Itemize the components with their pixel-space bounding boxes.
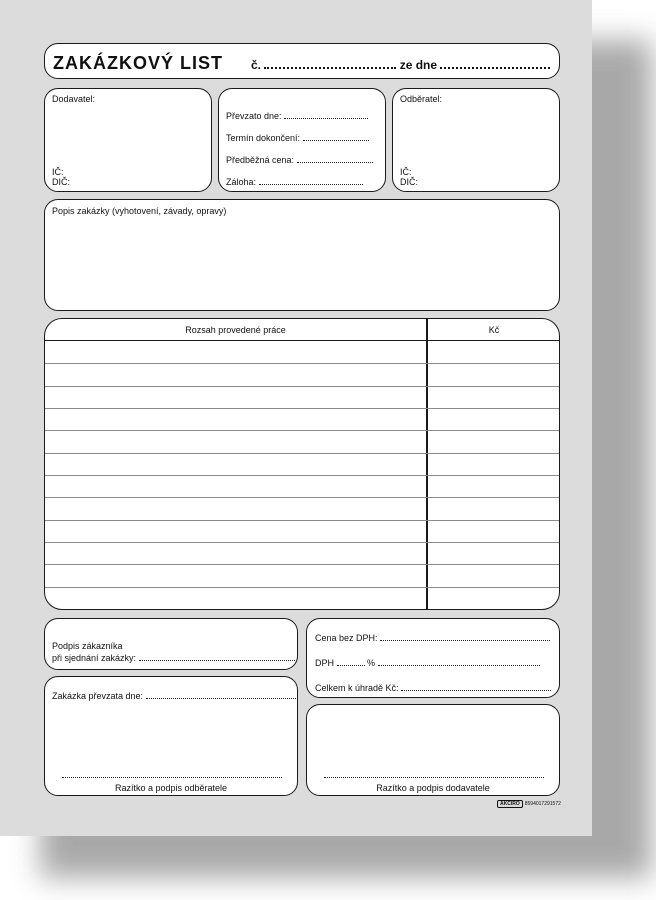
estimate-label: Předběžná cena:	[226, 155, 295, 165]
deposit-label: Záloha:	[226, 177, 257, 187]
brand-logo: AKCIRO	[497, 800, 523, 808]
vat-rate-field[interactable]	[337, 657, 365, 666]
table-row[interactable]	[45, 520, 559, 521]
table-row[interactable]	[45, 564, 559, 565]
handover-date-field[interactable]	[146, 690, 298, 699]
table-row[interactable]	[45, 542, 559, 543]
header-box	[44, 43, 560, 79]
table-row[interactable]	[45, 363, 559, 364]
table-row[interactable]	[45, 386, 559, 387]
description-label: Popis zakázky (vyhotovení, závady, opravy)	[52, 206, 227, 216]
table-row[interactable]	[45, 408, 559, 409]
table-row[interactable]	[45, 475, 559, 476]
supplier-stamp-box[interactable]	[306, 704, 560, 796]
handover-date-label: Zakázka převzata dne:	[52, 691, 144, 701]
supplier-stamp-line[interactable]	[324, 777, 544, 778]
form-title: ZAKÁZKOVÝ LIST	[53, 53, 223, 73]
supplier-stamp-label: Razítko a podpis dodavatele	[376, 783, 490, 793]
customer-stamp-line[interactable]	[62, 777, 282, 778]
table-row[interactable]	[45, 430, 559, 431]
customer-dic-label: DIČ:	[400, 177, 418, 187]
customer-signature-box[interactable]	[44, 618, 298, 670]
vat-label: DPH	[315, 658, 335, 668]
customer-signature-label-2: při sjednání zakázky:	[52, 653, 137, 663]
supplier-box[interactable]	[44, 88, 212, 192]
vat-amount-field[interactable]	[378, 657, 540, 666]
customer-signature-line[interactable]	[52, 652, 295, 664]
table-row[interactable]	[45, 453, 559, 454]
column-header-work: Rozsah provedené práce	[185, 325, 286, 335]
price-without-vat-label: Cena bez DPH:	[315, 633, 378, 643]
order-number-field[interactable]	[264, 58, 396, 69]
received-date-line[interactable]	[226, 110, 368, 122]
deadline-line[interactable]	[226, 132, 369, 144]
order-number-label: č.	[251, 58, 262, 72]
order-info-box	[218, 88, 386, 192]
footer-code	[497, 800, 561, 808]
customer-box[interactable]	[392, 88, 560, 192]
order-date-label: ze dne	[399, 58, 438, 72]
estimate-line[interactable]	[226, 154, 373, 166]
column-header-price: Kč	[488, 325, 500, 335]
customer-label: Odběratel:	[400, 94, 443, 104]
customer-ic-label: IČ:	[400, 167, 412, 177]
order-date-field[interactable]	[440, 58, 550, 69]
deposit-line[interactable]	[226, 176, 363, 188]
price-without-vat-field[interactable]	[380, 632, 550, 641]
supplier-ic-label: IČ:	[52, 167, 64, 177]
total-line[interactable]	[315, 682, 551, 694]
supplier-dic-label: DIČ:	[52, 177, 70, 187]
received-date-field[interactable]	[284, 110, 368, 119]
vat-percent-label: %	[367, 658, 376, 668]
customer-stamp-label: Razítko a podpis odběratele	[114, 783, 228, 793]
description-box[interactable]	[44, 199, 560, 311]
table-row[interactable]	[45, 497, 559, 498]
price-without-vat-line[interactable]	[315, 632, 550, 644]
order-number-line[interactable]	[251, 58, 550, 72]
deposit-field[interactable]	[259, 176, 363, 185]
work-table	[44, 318, 560, 610]
estimate-field[interactable]	[297, 154, 373, 163]
pricing-box	[306, 618, 560, 698]
customer-signature-field[interactable]	[139, 652, 295, 661]
total-label: Celkem k úhradě Kč:	[315, 683, 399, 693]
supplier-label: Dodavatel:	[52, 94, 96, 104]
handover-date-line[interactable]	[52, 690, 298, 702]
barcode-number: 8594017291572	[524, 801, 561, 807]
handover-box[interactable]	[44, 676, 298, 796]
total-field[interactable]	[401, 682, 551, 691]
deadline-field[interactable]	[303, 132, 369, 141]
customer-signature-label-1: Podpis zákazníka	[52, 641, 123, 651]
vat-line[interactable]	[315, 657, 540, 669]
received-date-label: Převzato dne:	[226, 111, 282, 121]
table-row[interactable]	[45, 587, 559, 588]
deadline-label: Termín dokončení:	[226, 133, 301, 143]
